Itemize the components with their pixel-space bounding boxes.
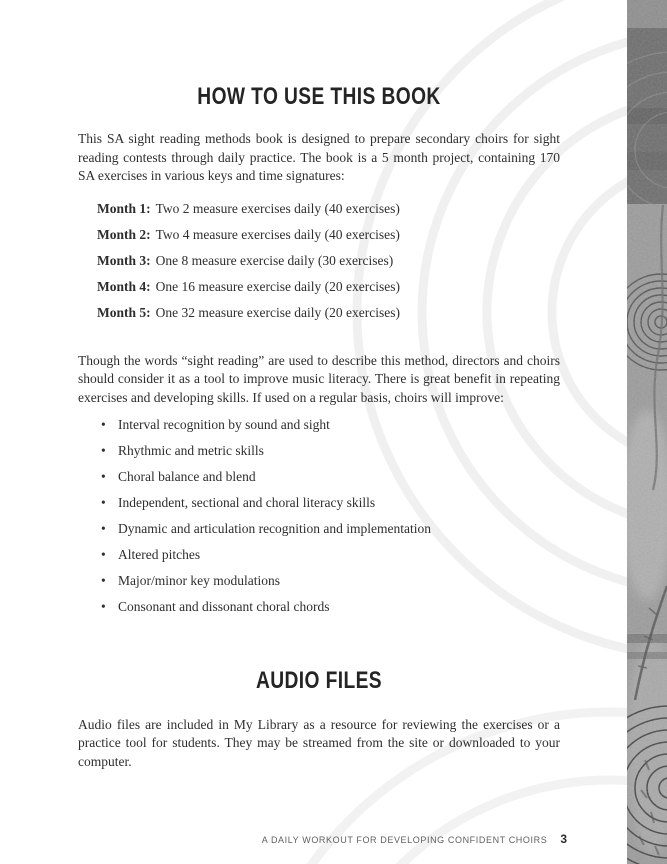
month-label: Month 2: xyxy=(97,226,151,242)
list-item xyxy=(101,572,560,590)
month-row xyxy=(97,252,560,270)
list-item-label: Independent, sectional and choral literacy skills xyxy=(118,494,376,510)
page-footer xyxy=(0,832,567,846)
month-text: Two 2 measure exercises daily (40 exercises) xyxy=(155,200,400,216)
month-text: Two 4 measure exercises daily (40 exercises) xyxy=(155,226,400,242)
month-row xyxy=(97,200,560,218)
list-item-label: Rhythmic and metric skills xyxy=(118,442,264,458)
page-title: HOW TO USE THIS BOOK xyxy=(197,83,441,110)
bullet-icon: • xyxy=(101,442,106,458)
list-item xyxy=(101,494,560,512)
list-item-label: Consonant and dissonant choral chords xyxy=(118,598,330,614)
improvements-list xyxy=(101,416,560,616)
list-item xyxy=(101,416,560,434)
month-text: One 16 measure exercise daily (20 exercises) xyxy=(155,278,401,294)
month-row xyxy=(97,278,560,296)
month-text: One 32 measure exercise daily (20 exercises) xyxy=(155,304,401,320)
month-row xyxy=(97,304,560,322)
bullet-icon: • xyxy=(101,572,106,588)
bullet-icon: • xyxy=(101,598,106,614)
bullet-icon: • xyxy=(101,494,106,510)
list-item xyxy=(101,546,560,564)
list-item-label: Choral balance and blend xyxy=(118,468,256,484)
month-label: Month 5: xyxy=(97,304,151,320)
page-number: 3 xyxy=(560,832,567,846)
list-item xyxy=(101,520,560,538)
list-item-label: Dynamic and articulation recognition and implementation xyxy=(118,520,432,536)
list-item-label: Major/minor key modulations xyxy=(118,572,280,588)
month-row xyxy=(97,226,560,244)
list-item xyxy=(101,468,560,486)
month-label: Month 3: xyxy=(97,252,151,268)
list-item-label: Altered pitches xyxy=(118,546,201,562)
list-item xyxy=(101,598,560,616)
audio-files-paragraph: Audio files are included in My Library as a resource for reviewing the exercises or a practice tool for students. They may be streamed from the site or downloaded to your computer. xyxy=(78,716,560,769)
month-label: Month 1: xyxy=(97,200,151,216)
month-label: Month 4: xyxy=(97,278,151,294)
audio-files-title: AUDIO FILES xyxy=(255,666,382,694)
month-schedule-list xyxy=(97,200,560,322)
bullet-icon: • xyxy=(101,546,106,562)
month-text: One 8 measure exercise daily (30 exercises) xyxy=(155,252,394,268)
side-band-texture xyxy=(627,0,667,864)
bullet-icon: • xyxy=(101,520,106,536)
list-item xyxy=(101,442,560,460)
method-note-paragraph: Though the words “sight reading” are used to describe this method, directors and choirs should consider it as a tool to improve music literacy. There is great benefit in repeating exercises and developing skills. If used on a regular basis, choirs will improve: xyxy=(78,352,560,405)
running-title: A DAILY WORKOUT FOR DEVELOPING CONFIDENT CHOIRS xyxy=(261,835,548,845)
bullet-icon: • xyxy=(101,468,106,484)
intro-paragraph: This SA sight reading methods book is designed to prepare secondary choirs for sight reading contests through daily practice. The book is a 5 month project, containing 170 SA exercises in various keys and time signatures: xyxy=(78,131,560,184)
list-item-label: Interval recognition by sound and sight xyxy=(118,416,330,432)
bullet-icon: • xyxy=(101,416,106,432)
